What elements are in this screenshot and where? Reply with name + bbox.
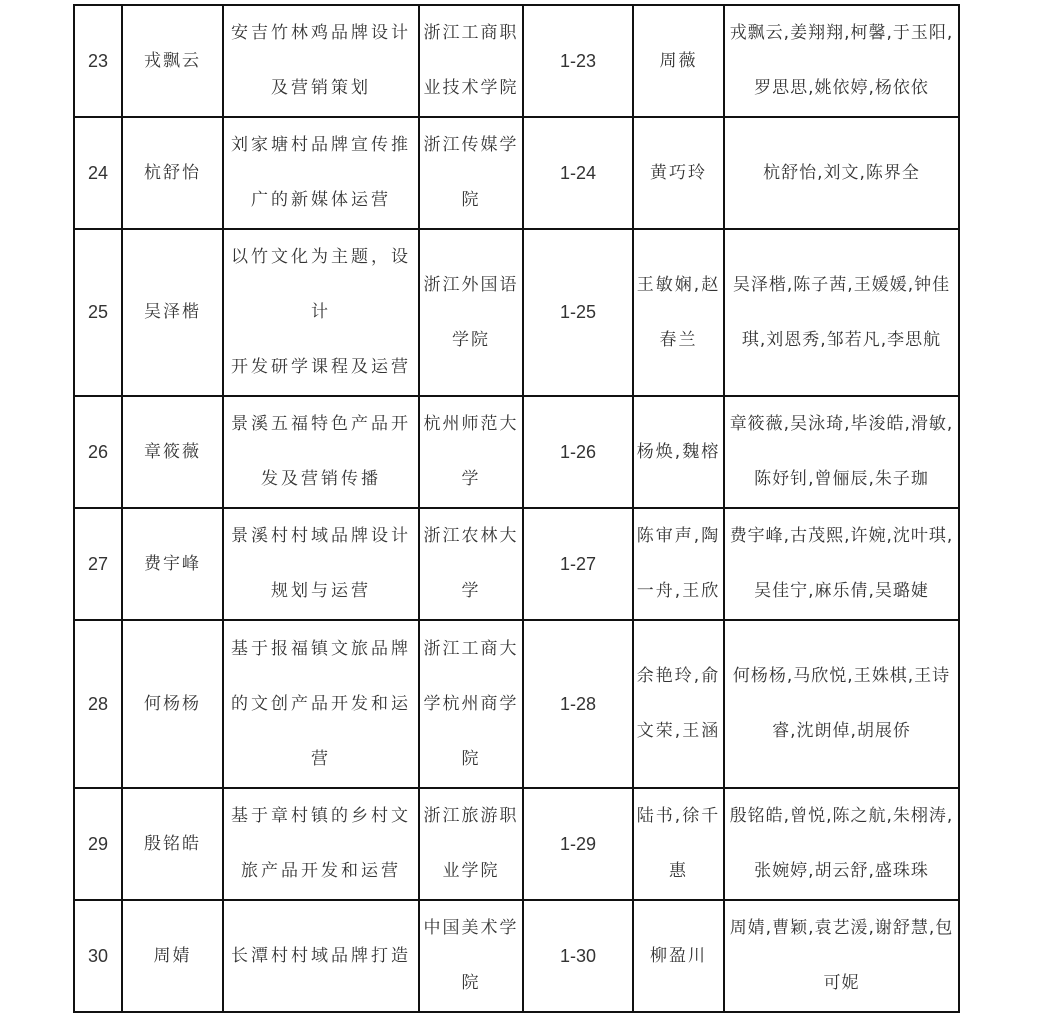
project-name: 长潭村村域品牌打造 [223, 900, 419, 1012]
team-members: 殷铭皓,曾悦,陈之航,朱栩涛, 张婉婷,胡云舒,盛珠珠 [724, 788, 959, 900]
mentor-names: 余艳玲,俞 文荣,王涵 [633, 620, 724, 788]
team-members: 章筱薇,吴泳琦,毕浚皓,滑敏, 陈妤钊,曾俪辰,朱子珈 [724, 396, 959, 508]
mentor-names: 陆书,徐千 惠 [633, 788, 724, 900]
project-name: 景溪村村域品牌设计 规划与运营 [223, 508, 419, 620]
row-number: 28 [74, 620, 122, 788]
table-row [74, 900, 959, 1012]
row-number: 25 [74, 229, 122, 396]
mentor-names: 黄巧玲 [633, 117, 724, 229]
project-name: 基于章村镇的乡村文 旅产品开发和运营 [223, 788, 419, 900]
project-code: 1-27 [523, 508, 633, 620]
school-name: 浙江外国语 学院 [419, 229, 523, 396]
team-members: 杭舒怡,刘文,陈界全 [724, 117, 959, 229]
project-name: 基于报福镇文旅品牌 的文创产品开发和运 营 [223, 620, 419, 788]
school-name: 浙江农林大 学 [419, 508, 523, 620]
project-name: 安吉竹林鸡品牌设计 及营销策划 [223, 5, 419, 117]
project-code: 1-25 [523, 229, 633, 396]
mentor-names: 陈审声,陶 一舟,王欣 [633, 508, 724, 620]
table-row [74, 788, 959, 900]
team-members: 戎飘云,姜翔翔,柯馨,于玉阳, 罗思思,姚依婷,杨依依 [724, 5, 959, 117]
project-code: 1-28 [523, 620, 633, 788]
project-code: 1-29 [523, 788, 633, 900]
team-leader: 杭舒怡 [122, 117, 223, 229]
project-name: 以竹文化为主题，设计 开发研学课程及运营 [223, 229, 419, 396]
table-row [74, 117, 959, 229]
row-number: 29 [74, 788, 122, 900]
team-leader: 戎飘云 [122, 5, 223, 117]
table-row [74, 508, 959, 620]
row-number: 27 [74, 508, 122, 620]
project-table [73, 4, 960, 1013]
school-name: 杭州师范大 学 [419, 396, 523, 508]
table-row [74, 5, 959, 117]
row-number: 26 [74, 396, 122, 508]
project-code: 1-23 [523, 5, 633, 117]
project-code: 1-24 [523, 117, 633, 229]
team-members: 吴泽楷,陈子茜,王媛媛,钟佳 琪,刘恩秀,邹若凡,李思航 [724, 229, 959, 396]
table-row [74, 620, 959, 788]
team-leader: 何杨杨 [122, 620, 223, 788]
team-members: 何杨杨,马欣悦,王姝棋,王诗 睿,沈朗倬,胡展侨 [724, 620, 959, 788]
row-number: 24 [74, 117, 122, 229]
mentor-names: 周薇 [633, 5, 724, 117]
project-name: 刘家塘村品牌宣传推 广的新媒体运营 [223, 117, 419, 229]
team-members: 费宇峰,古茂熙,许婉,沈叶琪, 吴佳宁,麻乐倩,吴璐婕 [724, 508, 959, 620]
school-name: 浙江传媒学 院 [419, 117, 523, 229]
team-leader: 费宇峰 [122, 508, 223, 620]
project-code: 1-30 [523, 900, 633, 1012]
row-number: 23 [74, 5, 122, 117]
team-leader: 吴泽楷 [122, 229, 223, 396]
school-name: 浙江工商大 学杭州商学 院 [419, 620, 523, 788]
row-number: 30 [74, 900, 122, 1012]
mentor-names: 王敏娴,赵 春兰 [633, 229, 724, 396]
school-name: 浙江工商职 业技术学院 [419, 5, 523, 117]
mentor-names: 杨焕,魏榕 [633, 396, 724, 508]
team-leader: 殷铭皓 [122, 788, 223, 900]
team-leader: 章筱薇 [122, 396, 223, 508]
table-row [74, 396, 959, 508]
team-members: 周婧,曹颖,袁艺湲,谢舒慧,包 可妮 [724, 900, 959, 1012]
project-code: 1-26 [523, 396, 633, 508]
mentor-names: 柳盈川 [633, 900, 724, 1012]
team-leader: 周婧 [122, 900, 223, 1012]
project-name: 景溪五福特色产品开 发及营销传播 [223, 396, 419, 508]
table-row [74, 229, 959, 396]
school-name: 浙江旅游职 业学院 [419, 788, 523, 900]
school-name: 中国美术学 院 [419, 900, 523, 1012]
